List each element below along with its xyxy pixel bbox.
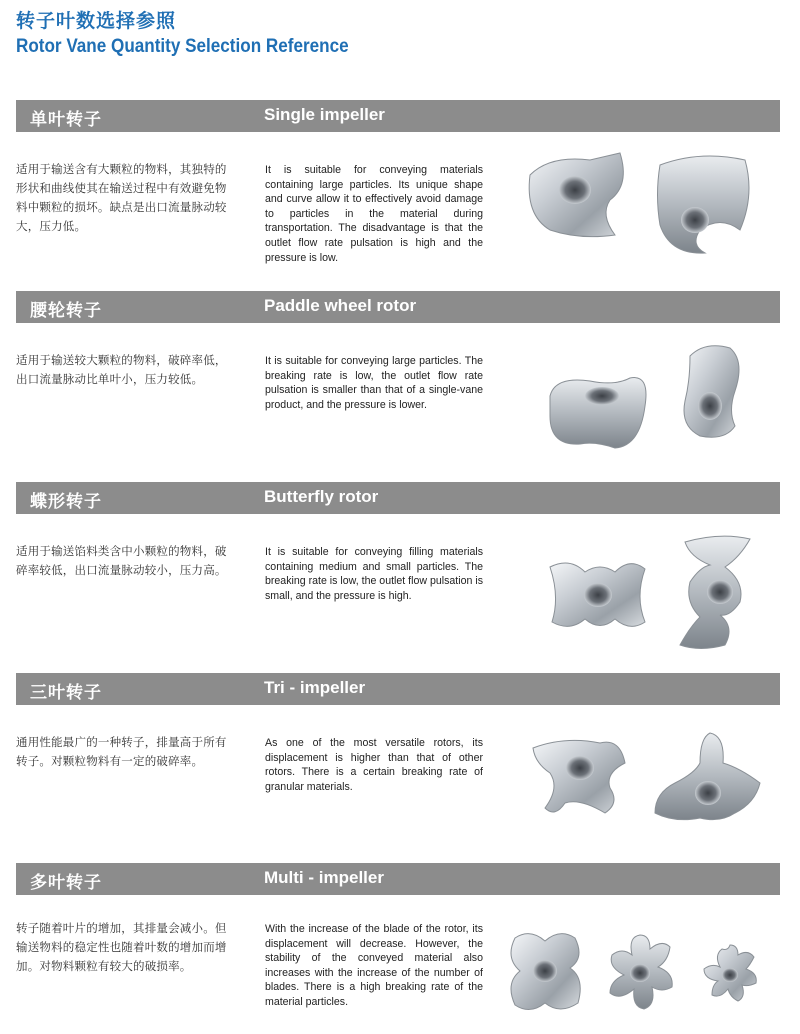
section-title-en: Single impeller	[264, 105, 385, 124]
section-header-bar	[16, 291, 780, 323]
section-description-en: It is suitable for conveying filling materials containing medium and small particles. The breaking rate is low, the outlet flow pulsation is small, and the pressure is high.	[265, 546, 483, 602]
section-description-cn: 通用性能最广的一种转子，排量高于所有转子。对颗粒物料有一定的破碎率。	[16, 735, 227, 768]
section-title-en: Paddle wheel rotor	[264, 296, 417, 315]
multi-impeller-rotor-photo	[500, 923, 780, 1023]
section-header-bar	[16, 482, 780, 514]
page-title-cn: 转子叶数选择参照	[16, 10, 177, 32]
section-title-cn: 腰轮转子	[30, 301, 102, 321]
section-title-en: Multi - impeller	[264, 868, 384, 887]
section-title-cn: 蝶形转子	[30, 492, 102, 512]
paddle-wheel-rotor-photo	[540, 336, 780, 461]
section-description-en: As one of the most versatile rotors, its displacement is higher than that of other rotors. There is a certain breaking rate of granular materials.	[265, 737, 483, 793]
butterfly-rotor-photo	[540, 527, 780, 657]
tri-impeller-rotor-photo	[525, 728, 780, 828]
section-title-cn: 三叶转子	[30, 683, 102, 703]
page-title-en: Rotor Vane Quantity Selection Reference	[16, 36, 349, 57]
section-description-en: It is suitable for conveying large particles. The breaking rate is low, the outlet flow rate pulsation is smaller than that of a single-vane product, and the pressure is lower.	[265, 355, 483, 411]
section-title-en: Butterfly rotor	[264, 487, 379, 506]
section-description-cn: 适用于输送较大颗粒的物料，破碎率低，出口流量脉动比单叶小，压力较低。	[16, 353, 227, 386]
section-title-en: Tri - impeller	[264, 678, 366, 697]
section-header-bar	[16, 673, 780, 705]
section-description-cn: 转子随着叶片的增加，其排量会减小。但输送物料的稳定性也随着叶数的增加而增加。对物料颗粒有较大的破损率。	[16, 921, 227, 973]
section-description-en: It is suitable for conveying materials containing large particles. Its unique shape and curve allow it to effectively avoid damage to particles in the material during transportation. The disadvantage is that the outlet flow rate pulsation is high and the pressure is low.	[265, 164, 483, 264]
section-description-cn: 适用于输送含有大颗粒的物料，其独特的形状和曲线使其在输送过程中有效避免物料中颗粒的损坏。缺点是出口流量脉动较大，压力低。	[16, 162, 227, 233]
section-description-cn: 适用于输送馅料类含中小颗粒的物料，破碎率较低，出口流量脉动较小，压力高。	[16, 544, 227, 577]
section-header-bar	[16, 863, 780, 895]
single-impeller-rotor-photo	[520, 145, 780, 265]
section-title-cn: 单叶转子	[30, 110, 102, 130]
section-description-en: With the increase of the blade of the rotor, its displacement will decrease. However, the stability of the conveyed material also increases with the increase of the number of blades. There is a high breaking rate of the material particles.	[265, 923, 483, 1008]
section-header-bar	[16, 100, 780, 132]
section-title-cn: 多叶转子	[30, 873, 102, 893]
